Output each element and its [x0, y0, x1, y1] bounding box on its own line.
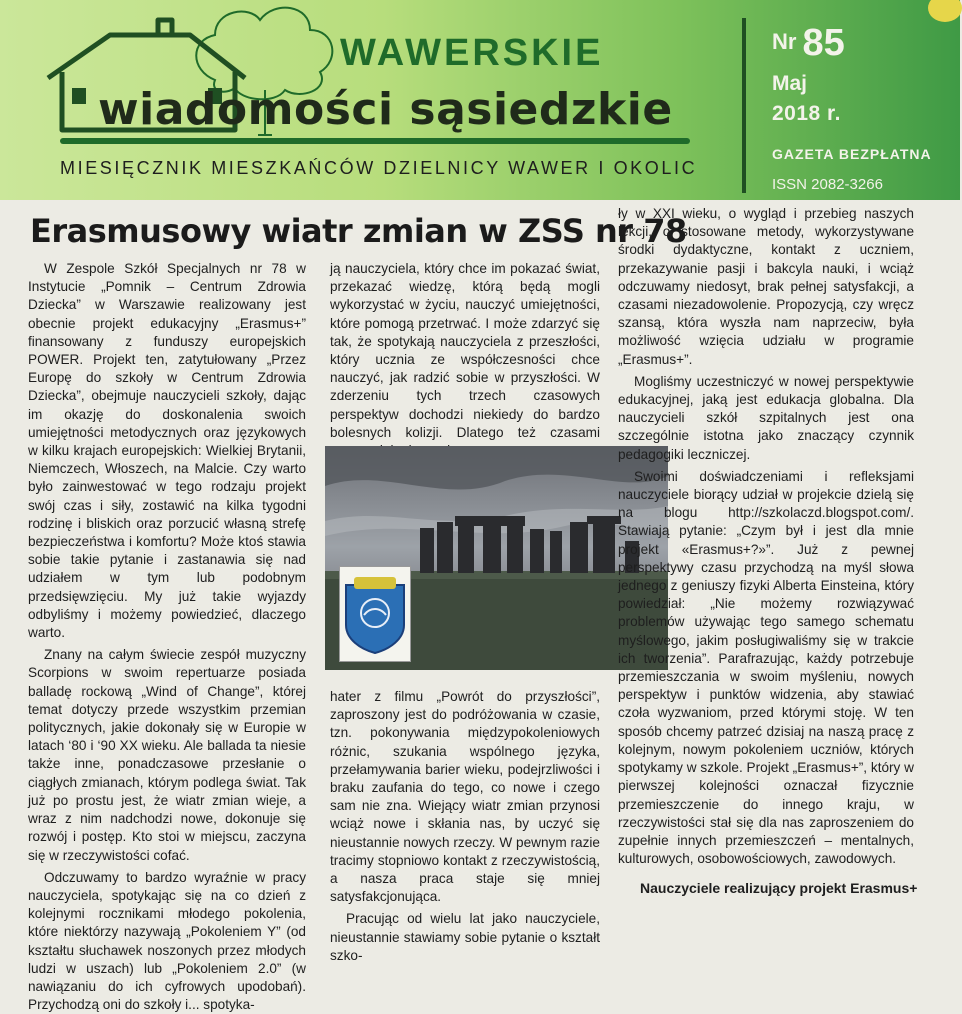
issue-number-label: Nr [772, 29, 797, 54]
paragraph: Odczuwamy to bardzo wyraźnie w pracy nauczyciela, spotykając się na co dzień z kolejnymi rocznikami młodego pokolenia, które niektórzy nazywają „Pokoleniem Y” (od kształtu słuchawek noszonych przez młodych ludzi w uszach) lub „Pokoleniem 2.0” (w nawiązaniu do ich cyfrowych upodobań). Przychodzą oni do szkoły i... spotyka- [28, 869, 306, 1013]
article-signature: Nauczyciele realizujący projekt Erasmus+ [640, 880, 918, 896]
issue-number [772, 22, 845, 65]
erasmus-school-logo-icon [339, 566, 411, 662]
issn-number: ISSN 2082-3266 [772, 176, 883, 193]
paragraph: ją nauczyciela, który chce im pokazać świat, przekazać wiedzę, którą będą mogli wykorzystać w życiu, nauczyć umiejętności, które pomogą przetrwać. I może zdarzyć się tak, że spotykają nauczyciela z przeszłości, który ucznia ze współczesności chce nauczyć, jak radzić sobie w przyszłości. W zderzeniu tych trzech czasowych perspektyw dochodzi niekiedy do bardzo bolesnych kolizji. Dlatego też czasami [330, 261, 600, 440]
masthead-underline [60, 138, 690, 144]
paragraph: Znany na całym świecie zespół muzyczny Scorpions w swoim repertuarze posiada balladę rockową „Wind of Change”, której temat dotyczy przede wszystkim przemian politycznych, jakie dokonały się w Europie w latach ‘80 i ‘90 XX wieku. Ale ballada ta niesie także inne, ponadczasowe przesłanie o ciągłych zmianach, którym podlega świat. Tak już po prostu jest, że wiatr zmian wieje, a wraz z nim nadchodzi nowe, dokonuje się rozwój i postęp. Kto stoi w miejscu, zaczyna się w rzeczywistości cofać. [28, 647, 306, 863]
masthead-title-top: WAWERSKIE [340, 32, 604, 74]
issue-number-value: 85 [802, 22, 845, 64]
article-column-3 [618, 205, 914, 909]
paragraph: hater z filmu „Powrót do przyszłości”, zaproszony jest do podróżowania w czasie, tzn. pokonywania międzypokoleniowych różnic, szukania wspólnego języka, przełamywania barier wieku, podejrzliwości i braku zaufania do tego, co nowe i czego sam nie zna. Wiejący wiatr zmian przynosi wciąż nowe i skłania nas, by uczyć się nieustannie nowych rzeczy. W pewnym razie tracimy stopniowo kontakt z rzeczywistością, a nasza praca staje się mniej satysfakcjonująca. [330, 689, 600, 905]
masthead [0, 0, 960, 200]
issue-year: 2018 r. [772, 102, 841, 125]
paragraph: Mogliśmy uczestniczyć w nowej perspektywie edukacyjnej, jaką jest edukacja globalna. Dla nauczycieli szkół szpitalnych jest ona szczególnie istotna jako znaczący czynnik pedagogiki leczniczej. [618, 373, 914, 462]
free-paper-label: GAZETA BEZPŁATNA [772, 146, 932, 162]
article-column-2-bottom [330, 688, 600, 963]
masthead-subtitle: MIESIĘCZNIK MIESZKAŃCÓW DZIELNICY WAWER I OKOLIC [60, 158, 698, 178]
article-column-1 [28, 260, 306, 1013]
masthead-title-main: wiadomości sąsiedzkie [98, 84, 673, 135]
article-headline: Erasmusowy wiatr zmian w ZSS nr 78 [30, 212, 687, 250]
masthead-divider [742, 18, 746, 193]
yellow-sticker [928, 0, 962, 22]
stonehenge-photo [325, 446, 668, 670]
issue-month: Maj [772, 72, 808, 95]
paragraph: ły w XXI wieku, o wygląd i przebieg naszych lekcji, o stosowane metody, wykorzystywane środki dydaktyczne, kontakt z uczniem, przekazywanie pasji i bakcyla nauki, i wciąż odczuwamy niedosyt, brak pełnej satysfakcji, a czasami niezadowolenie. Propozycją, czy wręcz szansą, która wyszła nam naprzeciw, była możliwość wzięcia udziału w programie „Erasmus+”. [618, 206, 914, 367]
paragraph: W Zespole Szkół Specjalnych nr 78 w Instytucie „Pomnik – Centrum Zdrowia Dziecka” w Warszawie realizowany jest obecnie projekt edukacyjny „Erasmus+” finansowany z funduszy europejskich POWER. Projekt ten, zatytułowany „Przez Europę do szkoły w Centrum Zdrowia Dziecka”, obejmuje nauczycieli szkoły, dając im okazję do doskonalenia swoich umiejętności metodycznych oraz językowych w kilku krajach europejskich: Wielkiej Brytanii, Niemczech, Włoszech, na Malcie. Czy warto było zainwestować w tego rodzaju projekt swój czas i siły, zostawić na kilka tygodni rodzinę i bliskich oraz porzucić własną strefę bezpieczeństwa i komfortu? Może ktoś stawia sobie takie pytanie i zastanawia się nad udziałem w tym lub podobnym przedsięwzięciu. My już takie wyjazdy odbyliśmy i możemy powiedzieć, dlaczego warto. [28, 261, 306, 641]
paragraph: Swoimi doświadczeniami i refleksjami nauczyciele biorący udział w projekcie dzielą się na blogu http://szkolaczd.blogspot.com/. Stawiają pytanie: „Czym był i jest dla mnie projekt «Erasmus+?»”. Już z pewnej perspektywy czasu przychodzą na myśl słowa jednego z geniuszy fizyki Alberta Einsteina, który powiedział: „Nie możemy rozwiązywać problemów używając tego samego schematu myślowego, jakim posługiwaliśmy się w trakcie ich tworzenia”. Parafrazując, każdy potrzebuje przemieszczania w swoim myśleniu, nowych perspektyw i punktów widzenia, aby stawiać czoła wyzwaniom, przed którymi stoję. W ten sposób chcemy patrzeć dzisiaj na naszą pracę z kolejnym, nowym pokoleniem uczniów, których spotykamy w szkole. Projekt „Erasmus+”, który w pierwszej kolejności oznaczał fizycznie przemieszczenie do innego kraju, w rzeczywistości stał się dla nas zaproszeniem do zupełnie innych przemieszczeń – mentalnych, kulturowych, osobowościowych, zawodowych. [618, 468, 914, 867]
article-column-2-top [330, 260, 600, 448]
paragraph: Pracując od wielu lat jako nauczyciele, nieustannie stawiamy sobie pytanie o kształt szko- [330, 911, 600, 963]
